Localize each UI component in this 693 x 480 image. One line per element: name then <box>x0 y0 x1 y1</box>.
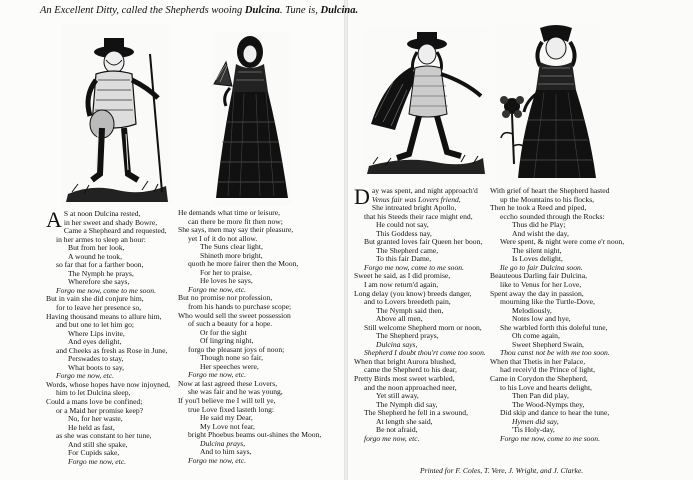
verse-line-text: But no promise nor profession, <box>178 293 273 303</box>
verse-line-text: Came a Shepheard and requested, <box>63 226 167 236</box>
verse-line-text: Forgo me now, come to me soon. <box>56 285 156 295</box>
verse-line-text: Forgo me now, etc. <box>68 456 126 466</box>
verse-line-text: Spent away the day in passion, <box>490 288 584 298</box>
verse-line-text: Beauteous Darling fair Dulcina, <box>490 271 587 281</box>
verse-line-text: Did skip and dance to hear the tune, <box>500 408 610 418</box>
verse-line-text: To this fair Dame, <box>376 254 432 264</box>
title-text: An Excellent Ditty, called the Shepherds wooing <box>40 5 245 16</box>
verse-line-text: of such a beauty for a hope. <box>188 319 273 329</box>
verse-line-text: If you'l believe me I will tell ye, <box>178 396 276 406</box>
verse-line-text: eccho sounded through the Rocks: <box>500 211 605 221</box>
printer-imprint: Printed for F. Coles, T. Vere, J. Wright, and J. Clarke. <box>420 466 584 475</box>
verse-line-text: I am now return'd again, <box>364 280 439 290</box>
verse-line-text: When that bright Aurora blushed, <box>354 356 456 366</box>
verse-line-text: Sweet Shepherd Swain, <box>512 339 584 349</box>
woodcut-shepherd-with-staff <box>62 24 172 204</box>
verse-line-text: He held as fast, <box>68 422 115 432</box>
verse-line <box>490 298 624 307</box>
verse-line-text: forgo me now, etc. <box>364 433 420 443</box>
verse-line-text: bright Phoebus beams out-shines the Moon, <box>188 430 322 440</box>
verse-line-text: can there be more fit then now; <box>188 216 283 226</box>
verse-line-text: Forgo me now, etc. <box>188 370 246 380</box>
verse-line-text: Pretty Birds most sweet warbled, <box>354 374 455 384</box>
verse-line-text: Oh come again, <box>512 331 560 341</box>
verse-line-text: Thou canst not be with me too soon. <box>500 348 610 358</box>
verse-line-text: And to him says, <box>200 447 252 457</box>
verse-line-text: Dulcina says, <box>376 339 418 349</box>
verse-line-text: Forgo me now, etc. <box>56 371 114 381</box>
verse-line-text: Venus fair was Lovers friend, <box>371 194 461 204</box>
verse-line-text: mourning like the Turtle-Dove, <box>500 297 595 307</box>
verse-line-text: ay was spent, and night approach'd <box>371 186 478 195</box>
verse-line-text: But in vain she did conjure him, <box>46 294 144 304</box>
verse-line-text: Were spent, & night were come e'r noon, <box>500 237 625 247</box>
verse-line-text: like to Venus for her Love, <box>500 280 582 290</box>
verse-line-text: came the Shepherd to his dear, <box>364 365 457 375</box>
verse-line-text: This Goddess nay, <box>376 228 432 238</box>
verse-line-text: Wherefore she says, <box>68 277 130 287</box>
verse-line-text: she was fair and he was young, <box>188 387 283 397</box>
verse-line <box>46 458 170 467</box>
verse-line <box>354 435 486 444</box>
verse-line-text: Ile go to fair Dulcina soon. <box>500 262 583 272</box>
verse-line-text: yet I of it do not allow. <box>188 233 258 243</box>
verse-line-text: She intreated bright Apollo, <box>371 203 457 213</box>
verse-line <box>490 435 624 444</box>
verse-line-text: in her sweet and shady Bowre, <box>63 217 158 227</box>
verse-line-text: Forgo me now, etc. <box>188 455 246 465</box>
verse-line-text: Shepherd I doubt thou'rt come too soon. <box>364 348 486 358</box>
verse-column-1 <box>46 207 171 466</box>
verse-line-text: or a Maid her promise keep? <box>56 405 144 415</box>
verse-line-text: Where Lips invite, <box>68 328 125 338</box>
verse-line-text: Hymen did say, <box>512 416 559 426</box>
verse-line-text: and the noon approached neer, <box>364 382 457 392</box>
verse-line-text: Of lingring night, <box>200 336 254 346</box>
verse-line-text: The Shepherd prays, <box>376 331 439 341</box>
verse-line <box>490 418 624 427</box>
drop-cap: A <box>46 207 62 232</box>
verse-line-text: Came in Corydon the Shepherd, <box>490 374 588 384</box>
verse-line-text: The Nymph said then, <box>376 305 444 315</box>
verse-line-text: and to Lovers breedeth pain, <box>364 297 451 307</box>
verse-line <box>354 332 486 341</box>
verse-line-text: He loves he says, <box>200 276 253 286</box>
verse-line-text: But granted loves fair Queen her boon, <box>364 237 483 247</box>
verse-line-text: true Love fixed lasteth long: <box>188 404 275 414</box>
verse-line-text: For Cupids sake, <box>68 448 120 458</box>
verse-line-text: Shineth more bright, <box>200 250 263 260</box>
verse-line-text: She warbled forth this doleful tune, <box>500 322 608 332</box>
verse-line-text: Sweet he said, as I did promise, <box>354 271 451 281</box>
verse-line-text: Perswades to stay, <box>68 354 124 364</box>
verse-line-text: The Shepherd came, <box>376 245 439 255</box>
verse-line-text: And eyes delight, <box>68 337 122 347</box>
verse-line-text: At length she said, <box>376 416 433 426</box>
verse-line-text: Now at last agreed these Lovers, <box>178 378 278 388</box>
verse-line <box>354 384 486 393</box>
verse-line-text: Having thousand means to allure him, <box>46 311 162 321</box>
verse-line-text: What boots to say, <box>68 362 125 372</box>
verse-line-text: Is Loves delight, <box>512 254 563 264</box>
verse-line-text: as she was constant to her tune, <box>56 431 152 441</box>
verse-line-text: Still welcome Shepherd morn or noon, <box>364 322 482 332</box>
verse-line-text: He said my Dear, <box>200 413 253 423</box>
verse-line-text: With grief of heart the Shepherd hasted <box>490 186 610 195</box>
verse-line-text: Yet still away, <box>376 391 419 401</box>
verse-line-text: Melodiously, <box>512 305 552 315</box>
verse-line-text: Forgo me now, come to me soon. <box>364 262 464 272</box>
verse-line-text: Long delay (you know) breeds danger, <box>354 288 472 298</box>
verse-line-text: up the Mountains to his flocks, <box>500 194 595 204</box>
verse-line-text: But from her look, <box>68 243 125 253</box>
woodcut-lady-with-fan <box>212 32 292 206</box>
verse-line-text: The silent night, <box>512 245 562 255</box>
drop-cap: D <box>354 184 370 209</box>
verse-line-text: Her speeches were, <box>200 361 259 371</box>
verse-line-text: The Shepherd he fell in a swound, <box>364 408 468 418</box>
woodcut-cavalier-in-cloak <box>365 30 487 176</box>
verse-line-text: Who would sell the sweet possession <box>178 310 291 320</box>
verse-line-text: and Cheeks as fresh as Rose in June, <box>56 345 168 355</box>
title-tune-name: Dulcina. <box>320 5 359 16</box>
verse-line-text: My Love not fear, <box>200 421 255 431</box>
verse-column-4 <box>490 187 624 443</box>
verse-line-text: Then he took a Reed and piped, <box>490 203 587 213</box>
verse-line-text: The Nymph he prays, <box>68 268 134 278</box>
woodcut-lady-with-flower <box>496 24 600 184</box>
verse-line-text: in her armes to sleep an hour: <box>56 234 146 244</box>
verse-line-text: quoth he more fairer then the Moon, <box>188 259 299 269</box>
verse-line-text: Be not afraid, <box>376 425 418 435</box>
verse-line-text: Notes low and hye, <box>512 314 571 324</box>
verse-line-text: Words, whose hopes have now injoyned, <box>46 379 171 389</box>
verse-line-text: Forgo me now, come to me soon. <box>500 433 600 443</box>
verse-line-text: For her to praise, <box>200 267 252 277</box>
verse-line <box>178 457 321 466</box>
verse-line-text: Thus did he Play; <box>512 220 566 230</box>
title-tune-label: . Tune is, <box>279 5 321 16</box>
verse-line-text: Could a mans love be confined; <box>46 397 143 407</box>
verse-line-text: had receiv'd the Prince of light, <box>500 365 595 375</box>
verse-line-text: And still she spake, <box>68 439 128 449</box>
verse-line <box>354 418 486 427</box>
verse-line-text: him to let Dulcina sleep, <box>56 388 131 398</box>
verse-line-text: S at noon Dulcina rested, <box>63 209 141 218</box>
verse-line-text: to his Love and hearts delight, <box>500 382 592 392</box>
verse-line-text: No, for her waste, <box>68 414 123 424</box>
verse-line-text: And wisht the day, <box>512 228 569 238</box>
verse-line-text: A wound he took, <box>68 251 122 261</box>
verse-column-2 <box>178 209 321 465</box>
verse-line-text: from his hands to purchase scope; <box>188 302 292 312</box>
verse-line-text: Then Pan did play, <box>512 391 569 401</box>
verse-line-text: so far that for a farther boon, <box>56 260 144 270</box>
verse-line-text: He could not say, <box>376 220 429 230</box>
verse-line-text: Though none so fair, <box>200 353 263 363</box>
verse-line-text: The Nymph did say, <box>376 399 438 409</box>
verse-line-text: The Suns clear light, <box>200 242 263 252</box>
verse-line-text: 'Tis Holy-day, <box>512 425 555 435</box>
verse-line-text: Forgo me now, etc. <box>188 284 246 294</box>
verse-line-text: forgo the pleasant joys of noon; <box>188 344 285 354</box>
verse-line-text: Above all men, <box>376 314 423 324</box>
ballad-title <box>40 5 359 16</box>
verse-line-text: that his Steeds their race might end, <box>364 211 473 221</box>
verse-line-text: He demands what time or leisure, <box>178 208 281 217</box>
verse-column-3 <box>354 184 486 443</box>
title-name: Dulcina <box>244 5 280 16</box>
verse-line-text: The Wood-Nymps they, <box>512 399 585 409</box>
page-gutter <box>344 0 348 480</box>
verse-line-text: When that Thetis in her Palace, <box>490 356 586 366</box>
verse-line-text: Or for the sight <box>200 327 247 337</box>
verse-line-text: and but one to let him go; <box>56 320 135 330</box>
verse-line-text: Dulcina prays, <box>200 438 246 448</box>
verse-line-text: for to leave her presence so, <box>56 303 142 313</box>
verse-line-text: She says, men may say their pleasure, <box>178 225 294 235</box>
